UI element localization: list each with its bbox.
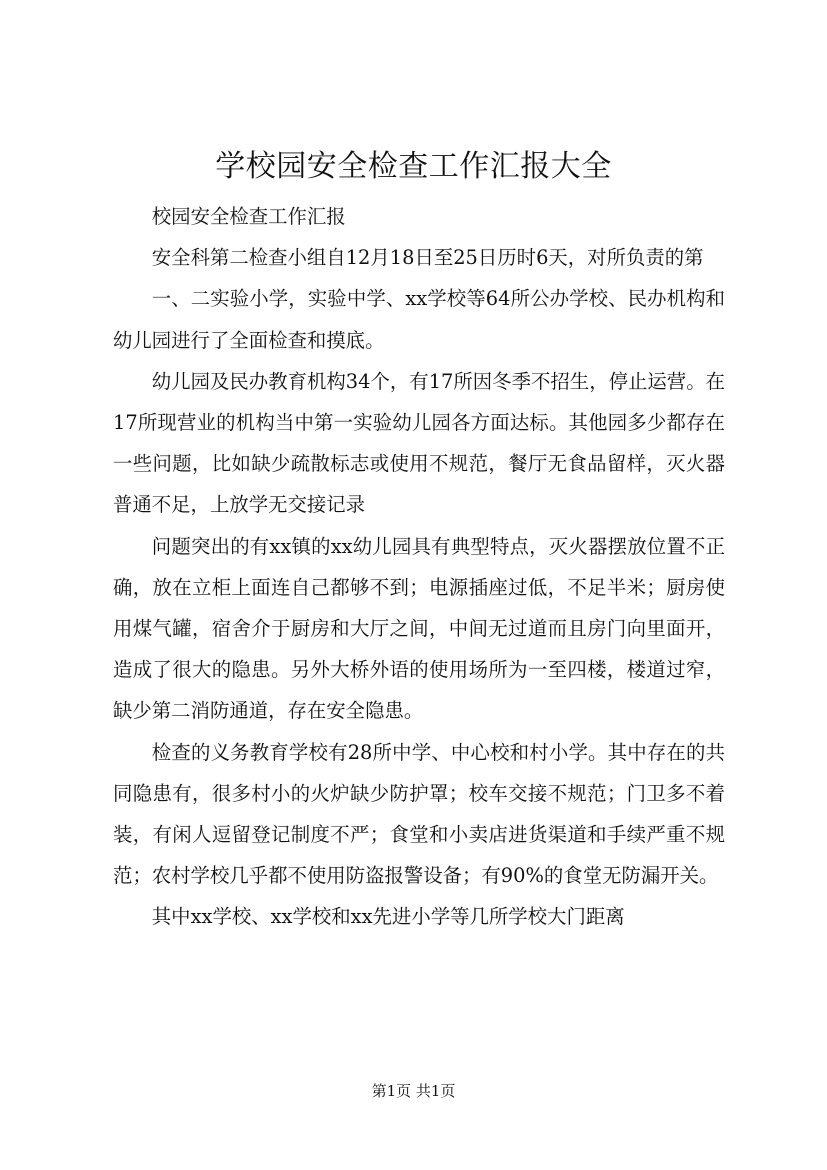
paragraph: 问题突出的有xx镇的xx幼儿园具有典型特点，灭火器摆放位置不正确，放在立柜上面连自己都够不到；电源插座过低，不足半米；厨房使用煤气罐，宿舍介于厨房和大厅之间，中间无过道而且房门向里面开，造成了很大的隐患。另外大桥外语的使用场所为一至四楼，楼道过窄，缺少第二消防通道，存在安全隐患。	[113, 534, 725, 723]
paragraph: 检查的义务教育学校有28所中学、中心校和村小学。其中存在的共同隐患有，很多村小的火炉缺少防护罩；校车交接不规范；门卫多不着装，有闲人逗留登记制度不严；食堂和小卖店进货渠道和手续严重不规范；农村学校几乎都不使用防盗报警设备；有90%的食堂无防漏开关。	[113, 740, 725, 888]
paragraph: 其中xx学校、xx学校和xx先进小学等几所学校大门距离	[151, 905, 625, 929]
document-title: 学校园安全检查工作汇报大全	[215, 149, 612, 184]
paragraph: 安全科第二检查小组自12月18日至25日历时6天，对所负责的第	[151, 246, 704, 270]
paragraph: 幼儿园及民办教育机构34个，有17所因冬季不招生，停止运营。在17所现营业的机构当中第一实验幼儿园各方面达标。其他园多少都存在一些问题，比如缺少疏散标志或使用不规范，餐厅无食品留样，灭火器普通不足，上放学无交接记录	[113, 369, 725, 517]
paragraph: 一、二实验小学，实验中学、xx学校等64所公办学校、民办机构和幼儿园进行了全面检查和摸底。	[113, 287, 725, 352]
paragraph: 校园安全检查工作汇报	[151, 205, 346, 228]
document-body	[113, 196, 725, 938]
page-footer: 第1页 共1页	[371, 1082, 456, 1100]
